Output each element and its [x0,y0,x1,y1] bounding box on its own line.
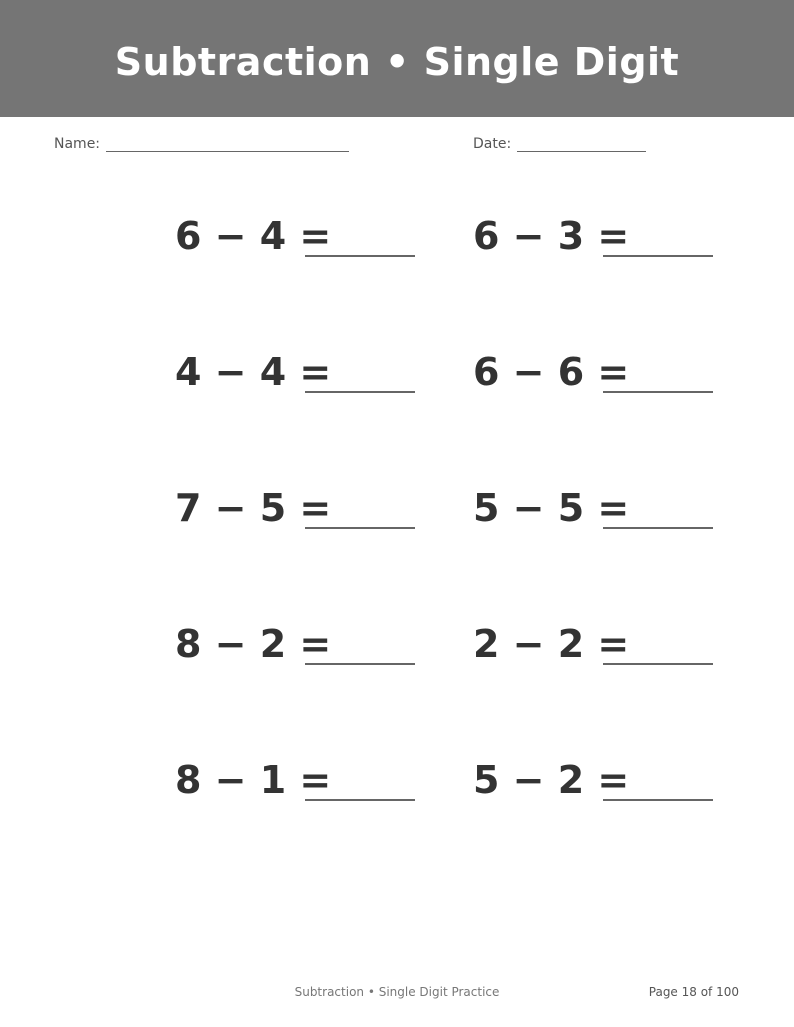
answer-blank[interactable] [305,663,415,665]
problem-expression: 6 − 4 = [175,214,332,258]
answer-blank[interactable] [603,527,713,529]
header-banner [0,0,794,117]
page-number: Page 18 of 100 [648,985,739,999]
problem-expression: 7 − 5 = [175,486,332,530]
page-title: Subtraction • Single Digit [114,40,680,84]
date-field[interactable] [517,151,646,152]
name-label: Name: [54,136,101,152]
footer-title: Subtraction • Single Digit Practice [294,985,500,999]
date-label: Date: [473,136,512,152]
answer-blank[interactable] [603,663,713,665]
answer-blank[interactable] [305,255,415,257]
problem-expression: 5 − 2 = [473,758,630,802]
problem-expression: 4 − 4 = [175,350,332,394]
name-field[interactable] [106,151,349,152]
answer-blank[interactable] [603,255,713,257]
answer-blank[interactable] [603,799,713,801]
answer-blank[interactable] [305,799,415,801]
problem-expression: 2 − 2 = [473,622,630,666]
problem-expression: 6 − 6 = [473,350,630,394]
problem-expression: 8 − 1 = [175,758,332,802]
answer-blank[interactable] [305,527,415,529]
answer-blank[interactable] [603,391,713,393]
problem-expression: 5 − 5 = [473,486,630,530]
problem-expression: 6 − 3 = [473,214,630,258]
answer-blank[interactable] [305,391,415,393]
problem-expression: 8 − 2 = [175,622,332,666]
